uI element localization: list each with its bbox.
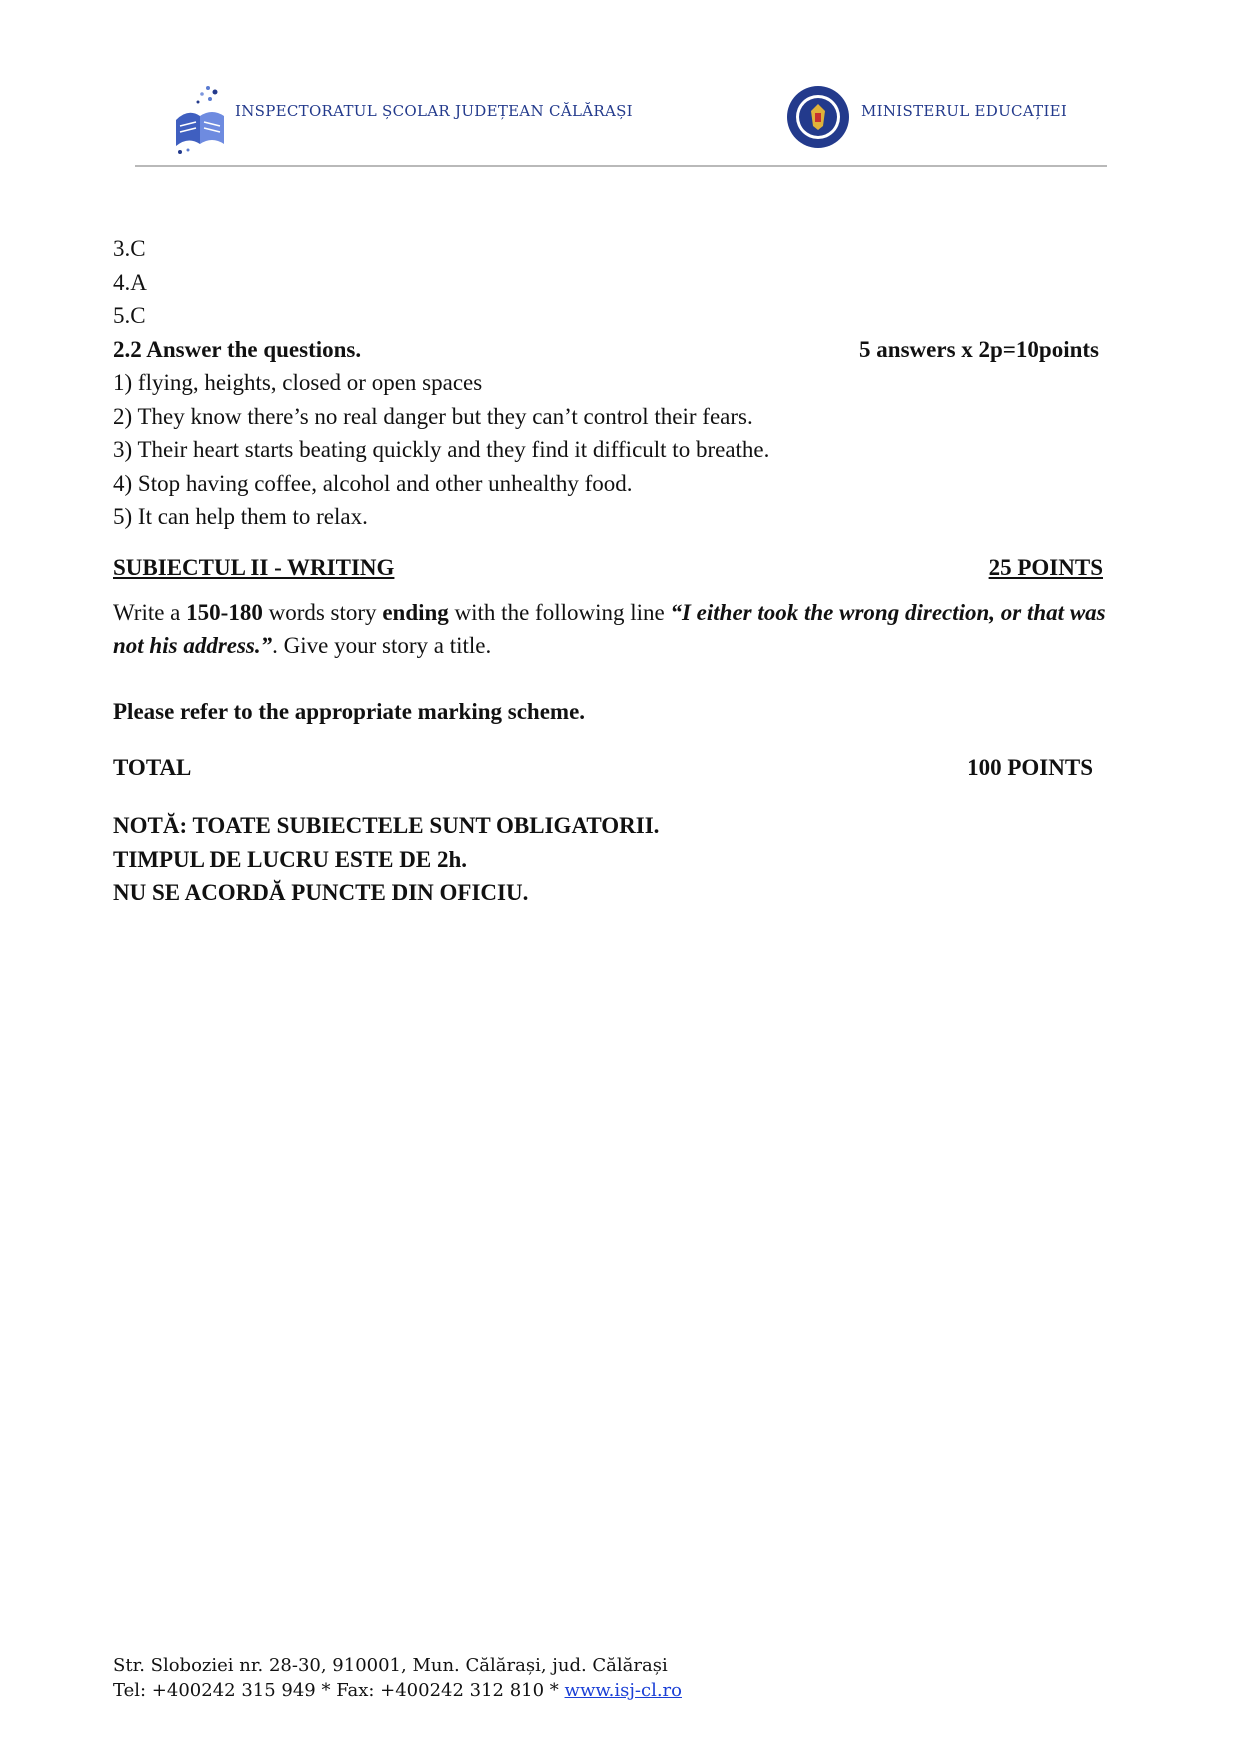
document-body — [113, 232, 1123, 910]
total-points: 100 POINTS — [967, 754, 1093, 780]
total-label: TOTAL — [113, 754, 192, 780]
answer-item: 5.C — [113, 303, 146, 328]
task-text: words story — [262, 600, 383, 625]
question-answer: 5) It can help them to relax. — [113, 504, 368, 529]
letterhead — [135, 72, 1107, 167]
task-text: with the following line — [448, 600, 671, 625]
footer-contact-line — [113, 1678, 682, 1703]
marking-note: Please refer to the appropriate marking scheme. — [113, 699, 586, 724]
note-line: NOTĂ: TOATE SUBIECTELE SUNT OBLIGATORII. — [113, 813, 660, 838]
section-2-2-title: 2.2 Answer the questions. — [113, 336, 362, 362]
question-answer: 4) Stop having coffee, alcohol and other unhealthy food. — [113, 470, 633, 496]
task-text: . Give your story a title. — [272, 633, 492, 658]
subject-2-title: SUBIECTUL II - WRITING — [113, 554, 395, 580]
footer-address: Str. Sloboziei nr. 28-30, 910001, Mun. Călărași, jud. Călărași — [113, 1655, 668, 1676]
page-footer — [113, 1653, 682, 1703]
task-ending-word: ending — [382, 600, 449, 625]
question-answer: 1) flying, heights, closed or open spaces — [113, 370, 483, 395]
ministry-name: MINISTERUL EDUCAȚIEI — [861, 102, 1068, 120]
isj-logo-icon — [170, 82, 230, 157]
total-row — [113, 751, 1093, 785]
answer-item: 3.C — [113, 236, 146, 261]
ministry-seal-icon — [785, 84, 851, 150]
writing-task — [113, 596, 1125, 662]
question-answer: 2) They know there’s no real danger but they can’t control their fears. — [113, 403, 753, 429]
note-line: TIMPUL DE LUCRU ESTE DE 2h. — [113, 846, 468, 872]
isj-name: INSPECTORATUL ȘCOLAR JUDEȚEAN CĂLĂRAȘI — [235, 102, 633, 120]
answer-item: 4.A — [113, 269, 147, 295]
task-quote: “I either took the wrong direction, or that was not his address.” — [113, 600, 1106, 658]
question-answer: 3) Their heart starts beating quickly and they find it difficult to breathe. — [113, 437, 770, 462]
website-link[interactable]: www.isj-cl.ro — [564, 1680, 682, 1701]
subject-2-heading — [113, 551, 1103, 585]
subject-2-points: 25 POINTS — [988, 554, 1103, 580]
note-line: NU SE ACORDĂ PUNCTE DIN OFICIU. — [113, 880, 529, 905]
task-text: Write a — [113, 600, 187, 625]
footer-contact: Tel: +400242 315 949 * Fax: +400242 312 810 * — [113, 1680, 565, 1701]
section-2-2-points: 5 answers x 2p=10points — [859, 336, 1099, 362]
section-2-2-heading — [113, 333, 1099, 367]
word-count: 150-180 — [186, 600, 263, 625]
header-divider — [135, 165, 1107, 167]
